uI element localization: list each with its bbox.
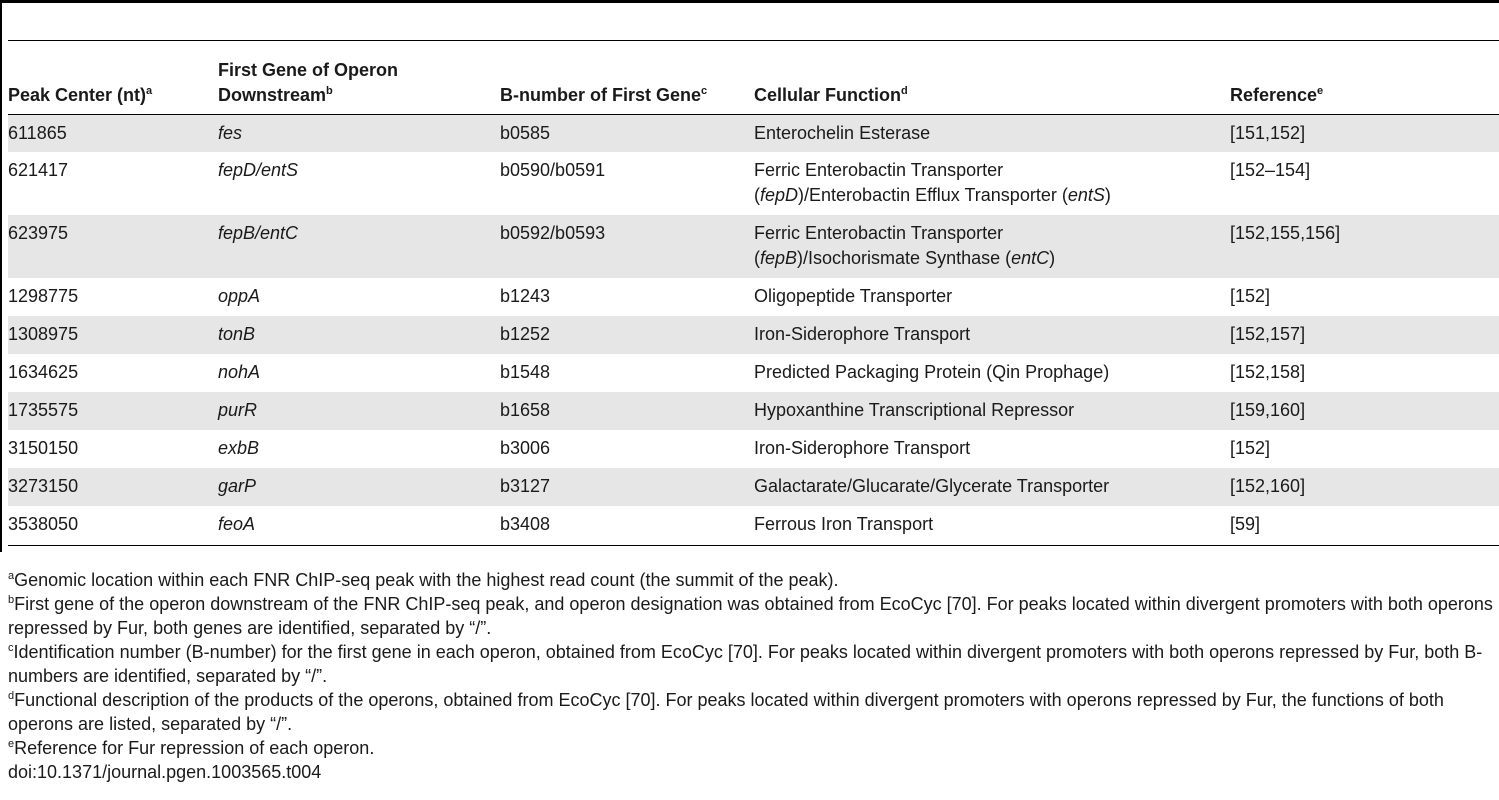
footnote-text: Reference for Fur repression of each operon. xyxy=(14,738,375,758)
header-row xyxy=(8,41,1499,114)
column-header-reference xyxy=(1230,41,1499,114)
table-row xyxy=(8,316,1499,354)
footnote-marker: c xyxy=(701,84,708,97)
column-header-label: B-number of First Gene xyxy=(500,84,702,105)
reference-cell: [152] xyxy=(1230,438,1271,458)
reference-cell: [152,157] xyxy=(1230,316,1499,354)
function-cell: Iron-Siderophore Transport xyxy=(754,438,971,458)
function-cell: Enterochelin Esterase xyxy=(754,114,1230,152)
column-header-peak-center xyxy=(8,41,218,114)
table-header xyxy=(8,41,1499,114)
peak-center-cell: 1735575 xyxy=(8,392,218,430)
function-text: ) xyxy=(1049,248,1056,268)
function-cell xyxy=(754,215,1230,278)
reference-cell: [59] xyxy=(1230,506,1499,545)
table-left-rule xyxy=(0,0,2,552)
table-row xyxy=(8,152,1499,215)
reference-cell: [159,160] xyxy=(1230,392,1499,430)
gene-cell: nohA xyxy=(218,362,261,382)
footnote xyxy=(8,736,1499,760)
function-text: ( xyxy=(754,185,760,205)
b-number-cell: b1658 xyxy=(500,392,754,430)
footnote-marker: a xyxy=(8,570,15,582)
b-number-cell: b0592/b0593 xyxy=(500,215,754,278)
gene-cell: purR xyxy=(218,392,500,430)
table-footnotes xyxy=(8,568,1499,784)
peak-center-cell: 3273150 xyxy=(8,468,218,506)
peak-center-cell: 621417 xyxy=(8,160,69,180)
footnote xyxy=(8,568,1499,592)
column-header-cellular-function xyxy=(754,41,1230,114)
function-cell: Galactarate/Glucarate/Glycerate Transporter xyxy=(754,468,1230,506)
b-number-cell: b3127 xyxy=(500,468,754,506)
footnote-marker: b xyxy=(8,594,15,606)
reference-cell: [152,158] xyxy=(1230,362,1306,382)
peak-center-cell: 1634625 xyxy=(8,362,79,382)
table-row xyxy=(8,354,1499,392)
function-text: ( xyxy=(754,248,760,268)
gene-cell: fepB/entC xyxy=(218,215,500,278)
function-text: ) xyxy=(1104,185,1111,205)
reference-cell: [152,160] xyxy=(1230,468,1499,506)
b-number-cell: b1243 xyxy=(500,286,551,306)
footnote-marker: b xyxy=(326,84,333,97)
gene-cell: exbB xyxy=(218,438,260,458)
reference-cell: [151,152] xyxy=(1230,114,1499,152)
table-row xyxy=(8,392,1499,430)
table-row xyxy=(8,468,1499,506)
gene-cell: fepD/entS xyxy=(218,160,299,180)
gene-cell: fes xyxy=(218,114,500,152)
footnote-marker: e xyxy=(8,738,15,750)
function-cell: Ferrous Iron Transport xyxy=(754,506,1230,545)
footnote-text: First gene of the operon downstream of the FNR ChIP-seq peak, and operon designation was obtained from EcoCyc [70]. For peaks located within divergent promoters with both operons repressed by Fur, both genes are identified, separated by “/”. xyxy=(8,594,1493,638)
footnote xyxy=(8,592,1499,640)
footnote xyxy=(8,688,1499,736)
table-row xyxy=(8,278,1499,316)
peak-center-cell: 1308975 xyxy=(8,316,218,354)
reference-cell: [152,155,156] xyxy=(1230,215,1499,278)
reference-cell: [152] xyxy=(1230,286,1271,306)
b-number-cell: b3006 xyxy=(500,438,551,458)
peak-center-cell: 1298775 xyxy=(8,286,79,306)
table-row xyxy=(8,215,1499,278)
b-number-cell: b1548 xyxy=(500,362,551,382)
function-cell: Predicted Packaging Protein (Qin Prophage) xyxy=(754,362,1110,382)
b-number-cell: b0590/b0591 xyxy=(500,160,606,180)
gene-cell: garP xyxy=(218,468,500,506)
function-gene: entS xyxy=(1067,185,1105,205)
table-body xyxy=(8,114,1499,545)
peak-center-cell: 3538050 xyxy=(8,506,218,545)
function-gene: fepB xyxy=(760,248,798,268)
function-cell: Iron-Siderophore Transport xyxy=(754,316,1230,354)
function-cell xyxy=(754,152,1230,215)
data-table xyxy=(8,41,1499,546)
function-text: Ferric Enterobactin Transporter xyxy=(754,160,1004,180)
footnote-marker: d xyxy=(901,84,908,97)
b-number-cell: b1252 xyxy=(500,316,754,354)
footnote-text: Identification number (B-number) for the first gene in each operon, obtained from EcoCyc [70]. For peaks located within divergent promoters with both operons repressed by Fur, both B-numbers are identified, separated by “/”. xyxy=(8,642,1483,686)
table-row xyxy=(8,430,1499,468)
peak-center-cell: 3150150 xyxy=(8,438,79,458)
b-number-cell: b0585 xyxy=(500,114,754,152)
footnote-marker: e xyxy=(1317,84,1324,97)
gene-cell: tonB xyxy=(218,316,500,354)
footnote-marker: d xyxy=(8,690,15,702)
function-gene: fepD xyxy=(760,185,799,205)
peak-center-cell: 611865 xyxy=(8,114,218,152)
doi-label: doi:10.1371/journal.pgen.1003565.t004 xyxy=(8,762,322,782)
column-header-first-gene xyxy=(218,41,500,114)
function-text: )/Isochorismate Synthase ( xyxy=(797,248,1012,268)
footnote xyxy=(8,640,1499,688)
footnote-marker: c xyxy=(8,642,14,654)
function-gene: entC xyxy=(1011,248,1050,268)
function-text: Ferric Enterobactin Transporter xyxy=(754,223,1004,243)
table-row xyxy=(8,114,1499,152)
footnote-text: Functional description of the products of the operons, obtained from EcoCyc [70]. For peaks located within divergent promoters with operons repressed by Fur, the functions of both operons are listed, separated by “/”. xyxy=(8,690,1444,734)
b-number-cell: b3408 xyxy=(500,506,754,545)
footnote-text: Genomic location within each FNR ChIP-seq peak with the highest read count (the summit of the peak). xyxy=(14,570,839,590)
function-cell: Oligopeptide Transporter xyxy=(754,286,953,306)
function-cell: Hypoxanthine Transcriptional Repressor xyxy=(754,392,1230,430)
footnote-marker: a xyxy=(146,84,153,97)
function-text: )/Enterobactin Efflux Transporter ( xyxy=(798,185,1068,205)
table-top-rule xyxy=(0,0,1499,3)
column-header-label: Peak Center (nt) xyxy=(8,84,147,105)
table-row xyxy=(8,506,1499,545)
reference-cell: [152–154] xyxy=(1230,160,1311,180)
peak-center-cell: 623975 xyxy=(8,215,218,278)
column-header-b-number xyxy=(500,41,754,114)
column-header-label: Reference xyxy=(1230,84,1318,105)
column-header-label: First Gene of Operon Downstream xyxy=(218,59,399,105)
gene-cell: oppA xyxy=(218,286,261,306)
column-header-label: Cellular Function xyxy=(754,84,902,105)
gene-cell: feoA xyxy=(218,506,500,545)
